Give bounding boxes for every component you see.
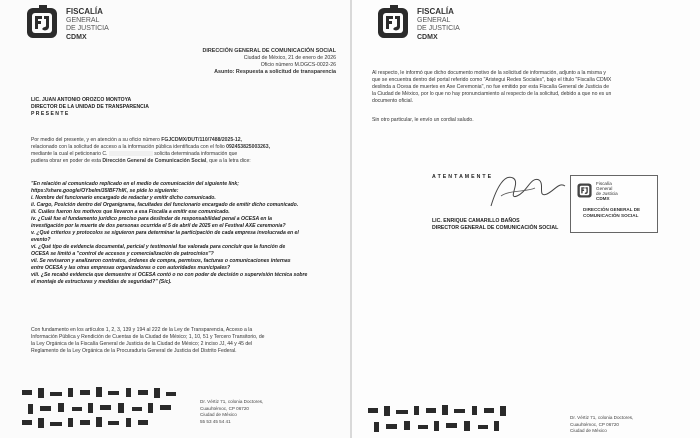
presente: P R E S E N T E <box>31 111 69 117</box>
quote-line: https://share.google/OYbelmi35lBF7hIK, se pide lo siguiente: <box>31 188 179 194</box>
stamp-org-2: General <box>596 186 613 191</box>
document-page-2 <box>352 0 700 438</box>
logo-line-4: CDMX <box>66 33 87 41</box>
logo-line-2: GENERAL <box>66 16 100 24</box>
closing-line: la Ley Orgánica de la Fiscalía General de Justicia de la Ciudad de México; 2 inciso JJ, 44 y 45 del <box>31 341 253 348</box>
quote-line: vi. ¿Qué tipo de evidencia documental, pericial y testimonial fue valorada para concluir que la función de <box>31 244 286 250</box>
addressee-name: LIC. JUAN ANTONIO OROZCO MONTOYA <box>31 97 132 103</box>
intro-text-5: pudiera obrar en poder de esta <box>31 158 103 165</box>
farewell: Sin otro particular, le envío un cordial saludo. <box>372 117 474 123</box>
stamp-org-1: Fiscalía <box>596 181 612 186</box>
footer-address <box>570 415 633 435</box>
quoted-request <box>31 181 331 286</box>
signer-name: LIC. ENRIQUE CAMARILLO BAÑOS <box>432 218 520 224</box>
intro-paragraph <box>31 137 329 165</box>
footer-line: Ciudad de México <box>570 428 607 434</box>
footer-line: Dr. Vértiz 71, colonia Doctores, <box>200 399 264 404</box>
body-line: Al respecto, le informó que dicho documento motivo de la solicitud de información, adjunto a la misma y <box>372 70 606 76</box>
closing-line: Información Pública y Rendición de Cuentas de la Ciudad de México; 1, 10, 51 y Tercero Transitorio, de <box>31 334 265 341</box>
fgj-logo <box>377 5 460 42</box>
footer-line: Dr. Vértiz 71, colonia Doctores, <box>570 415 634 420</box>
folio-number: 092453825003263, <box>226 144 271 151</box>
addressee-block <box>31 97 149 118</box>
quote-line: iii. Cuáles fueron los motivos que llevaron a esa Fiscalía a emitir ese comunicado. <box>31 209 230 215</box>
quote-line: investigación por la muerte de dos personas ocurrida el 5 de abril de 2025 en el Festival AXE ceremonia? <box>31 223 286 229</box>
body-line: que se encuentra dentro del portal referido como "Aristegui Redes Sociales", bajo el título "Fiscalía CDMX <box>372 77 612 84</box>
quote-line: ii. Cargo, Posición dentro del Organigrama, facultades del funcionario encargado de emitir dicho comunicado. <box>31 202 299 208</box>
quote-line: el montaje de estructuras y medidas de seguridad?" (Sic). <box>31 279 172 285</box>
letter-header <box>203 48 336 76</box>
signer-title: DIRECTOR GENERAL DE COMUNICACIÓN SOCIAL <box>432 225 559 231</box>
redacted-name <box>109 151 153 156</box>
fgj-emblem-icon <box>377 5 411 41</box>
stamp-dept-2: COMUNICACIÓN SOCIAL <box>583 213 639 218</box>
quote-line: evento? <box>31 237 51 243</box>
office-ref: FGJCDMX/DUT/110/7488/2025-12, <box>161 137 242 143</box>
subject-line: Asunto: Respuesta a solicitud de transparencia <box>214 69 336 75</box>
footer-line: Ciudad de México <box>200 412 237 418</box>
quote-line: "En relación al comunicado replicado en el medio de comunicación del siguiente link; <box>31 181 239 187</box>
intro-text-3: mediante la cual el peticionario C. <box>31 151 108 158</box>
footer-address <box>200 399 263 425</box>
footer-line: Cuauhtémoc, CP 06720 <box>570 421 619 427</box>
closing-line: Reglamento de la Ley Orgánica de la Procuraduría General de Justicia del Distrito Federal. <box>31 348 237 355</box>
addressee-title: DIRECTOR DE LA UNIDAD DE TRANSPARENCIA <box>31 104 149 110</box>
quote-line: OCESA se limitó a "control de accesos y comercialización de patrocinios"? <box>31 251 214 257</box>
intro-text-6: , que a la letra dice: <box>206 158 251 165</box>
logo-line-1: FISCALÍA <box>66 7 103 16</box>
atentamente: A T E N T A M E N T E <box>432 174 492 180</box>
quote-line: entre OCESA y las otras empresas organizadoras o con autoridades municipales? <box>31 265 231 271</box>
fgj-logo <box>26 5 109 42</box>
logo-line-1: FISCALÍA <box>417 7 454 16</box>
department-name: DIRECCIÓN GENERAL DE COMUNICACIÓN SOCIAL <box>202 48 336 54</box>
fgj-emblem-icon <box>26 5 60 41</box>
intro-text-4: solicita determinada información que <box>154 151 238 158</box>
decorative-pattern <box>20 386 180 434</box>
logo-line-2: GENERAL <box>417 16 451 24</box>
stamp-org-4: CDMX <box>596 196 610 201</box>
place-date: Ciudad de México, 21 de enero de 2026 <box>243 55 336 61</box>
quote-line: v. ¿Qué criterios y protocolos se siguieron para determinar la participación de cada empresa involucrada en el <box>31 230 299 236</box>
closing-line: Con fundamento en los artículos 1, 2, 3, 139 y 194 al 222 de la Ley de Transparencia, Acceso a la <box>31 327 253 333</box>
footer-line: Cuauhtémoc, CP 06720 <box>200 405 249 411</box>
quote-line: i. Nombre del funcionario encargado de redactar y emitir dicho comunicado. <box>31 195 216 201</box>
signer-block <box>432 218 558 232</box>
stamp-dept-1: DIRECCIÓN GENERAL DE <box>583 207 641 212</box>
response-paragraph <box>372 70 688 105</box>
handwritten-signature <box>487 166 567 214</box>
legal-basis-paragraph <box>31 327 331 355</box>
official-stamp <box>570 175 658 233</box>
logo-line-3: DE JUSTICIA <box>66 25 109 32</box>
intro-text-1: Por medio del presente, y en atención a su oficio número <box>31 137 162 143</box>
logo-line-4: CDMX <box>417 33 438 41</box>
quote-line: vii. Se revisaron y analizaron contratos, órdenes de compra, permisos, facturas o comunicaciones internas <box>31 258 291 264</box>
intro-text-2: relacionado con la solicitud de acceso a la información pública identificada con el folio <box>31 144 227 151</box>
office-number: Oficio número M.DGCS-0022-26 <box>260 62 336 68</box>
decorative-pattern <box>366 404 526 438</box>
body-line: deslinda a Ocesa de muertes en Axe Ceremonia", no fue emitido por esta Fiscalía General de Justicia de <box>372 84 610 91</box>
body-line: documento oficial. <box>372 98 414 105</box>
quote-line: viii. ¿Se recabó evidencia que demuestre si OCESA contó o no con poder de decisión o supervisión técnica sobre <box>31 272 308 278</box>
logo-line-3: DE JUSTICIA <box>417 25 460 32</box>
stamp-emblem-icon <box>577 182 593 199</box>
dept-ref: Dirección General de Comunicación Social <box>102 158 207 165</box>
stamp-org-3: de Justicia <box>596 191 618 196</box>
body-line: la Ciudad de México, por lo que no hay pronunciamiento al respecto de la solicitud, debido a que no es un <box>372 91 612 98</box>
footer-line: 55 53 45 54 41 <box>200 418 231 424</box>
quote-line: iv. ¿Cuál fue el fundamento jurídico preciso para deslindar de responsabilidad penal a OCESA en la <box>31 216 272 222</box>
